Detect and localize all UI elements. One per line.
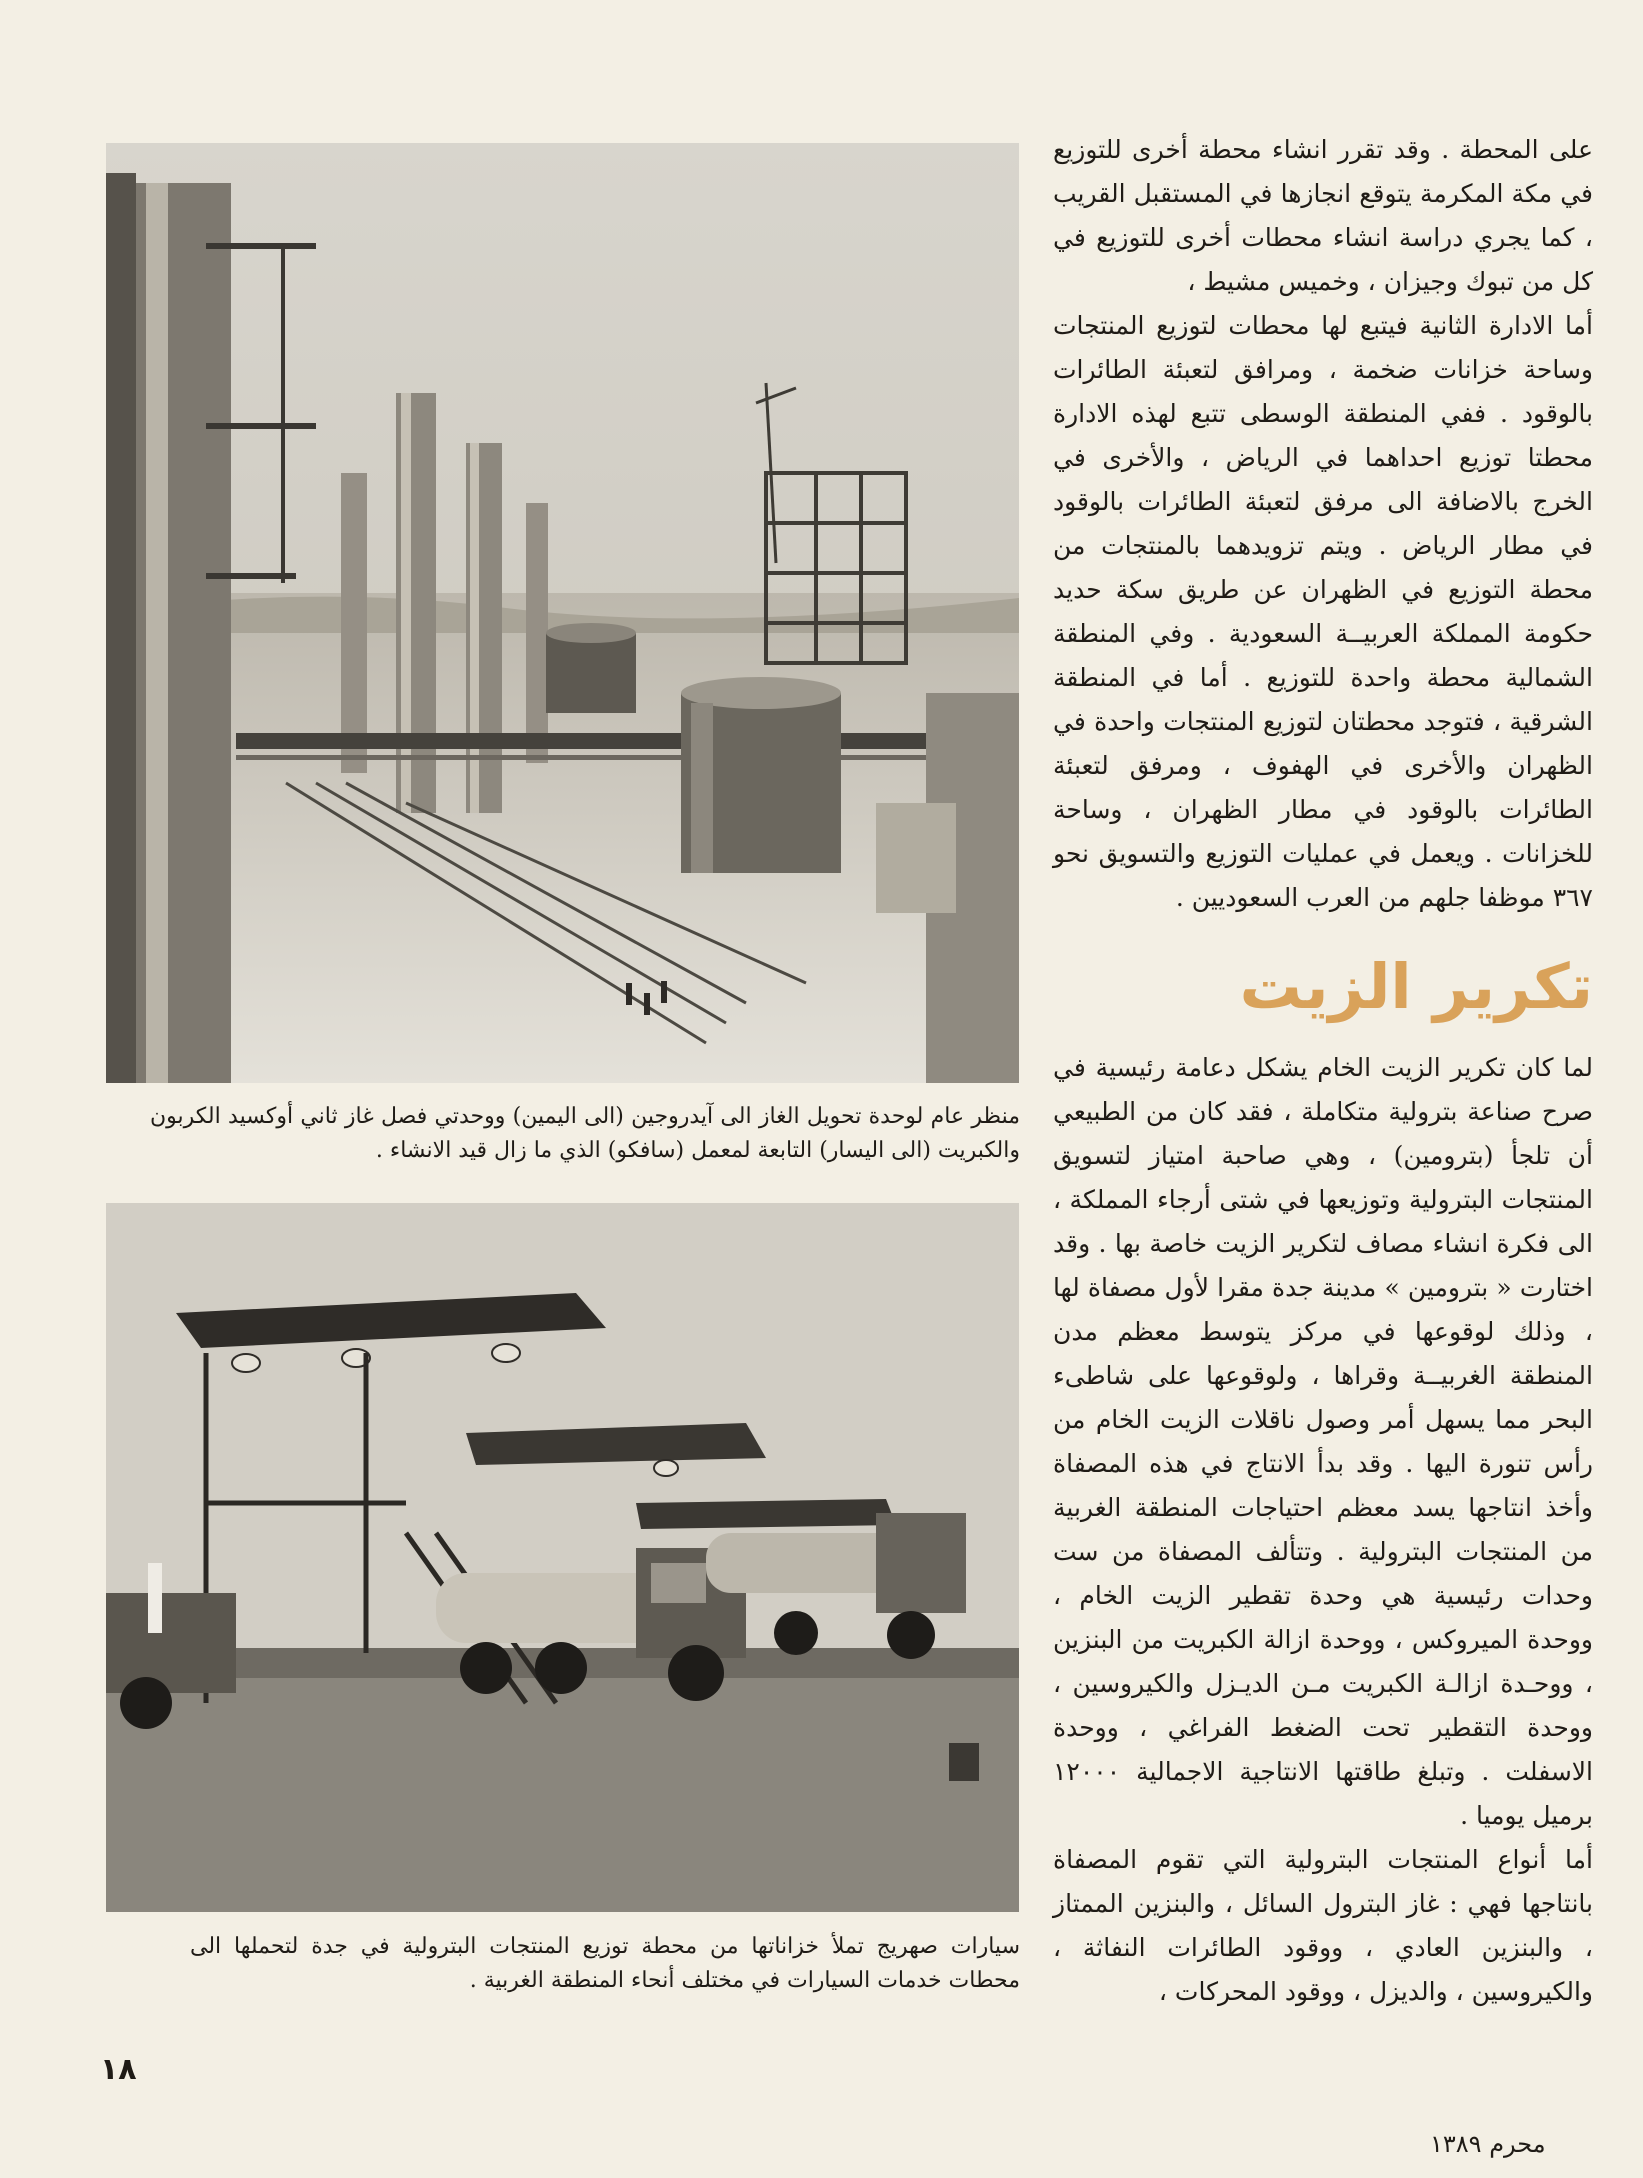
article-paragraph-2: أما الادارة الثانية فيتبع لها محطات لتوزيع المنتجات وساحة خزانات ضخمة ، ومرافق لتعبئة الطائرات بالوقود . ففي المنطقة الوسطى تتبع لهذه الادارة محطتا توزيع احداهما في الرياض ، والأخرى في الخرج بالاضافة الى مرفق لتعبئة الطائرات بالوقود في مطار الرياض . ويتم تزويدهما بالمنتجات من محطة التوزيع في الظهران عن طريق سكة حديد حكومة المملكة العربيــة السعودية . وفي المنطقة الشمالية محطة واحدة للتوزيع . أما في المنطقة الشرقية ، فتوجد محطتان لتوزيع المنتجات واحدة في الظهران والأخرى في الهفوف ، ومرفق لتعبئة الطائرات بالوقود في مطار الظهران ، وساحة للخزانات . ويعمل في عمليات التوزيع والتسويق نحو ٣٦٧ موظفا جلهم من العرب السعوديين . <box>1053 311 1593 912</box>
tanker-trucks-photo <box>106 1203 1019 1912</box>
section-heading: تكرير الزيت <box>1239 950 1593 1023</box>
refinery-photo <box>106 143 1019 1083</box>
article-paragraph-3: لما كان تكرير الزيت الخام يشكل دعامة رئيسية في صرح صناعة بترولية متكاملة ، فقد كان من الطبيعي أن تلجأ (بترومين) ، وهي صاحبة امتياز لتسويق المنتجات البترولية وتوزيعها في شتى أرجاء المملكة ، الى فكرة انشاء مصاف لتكرير الزيت خاصة بها . وقد اختارت « بترومين » مدينة جدة مقرا لأول مصفاة لها ، وذلك لوقوعها في مركز يتوسط معظم مدن المنطقة الغربيــة وقراها ، ولوقوعها على شاطىء البحر مما يسهل أمر وصول ناقلات الزيت الخام من رأس تنورة اليها . وقد بدأ الانتاج في هذه المصفاة وأخذ انتاجها يسد معظم احتياجات المنطقة الغربية من المنتجات البترولية . وتتألف المصفاة من ست وحدات رئيسية هي وحدة تقطير الزيت الخام ، ووحدة الميروكس ، ووحدة ازالة الكبريت من البنزين ، ووحـدة ازالـة الكبريت مـن الديـزل والكيروسين ، ووحدة التقطير تحت الضغط الفراغي ، ووحدة الاسفلت . وتبلغ طاقتها الانتاجية الاجمالية ١٢٠٠٠ برميل يوميا . <box>1053 1053 1593 1830</box>
tanker-trucks-photo-illustration <box>106 1203 1019 1912</box>
issue-date: محرم ١٣٨٩ <box>1430 2130 1546 2158</box>
article-paragraph-1: على المحطة . وقد تقرر انشاء محطة أخرى للتوزيع في مكة المكرمة يتوقع انجازها في المستقبل القريب ، كما يجري دراسة انشاء محطات أخرى للتوزيع في كل من تبوك وجيزان ، وخميس مشيط ، <box>1053 135 1593 296</box>
refinery-photo-caption: منظر عام لوحدة تحويل الغاز الى آيدروجين (الى اليمين) ووحدتي فصل غاز ثاني أوكسيد الكربون والكبريت (الى اليسار) التابعة لمعمل (سافكو) الذي ما زال قيد الانشاء . <box>150 1104 1020 1163</box>
article-paragraph-4: أما أنواع المنتجات البترولية التي تقوم المصفاة بانتاجها فهي : غاز البترول السائل ، والبنزين الممتاز ، والبنزين العادي ، ووقود الطائرات النفاثة ، والكيروسين ، والديزل ، ووقود المحركات ، <box>1053 1845 1593 2006</box>
page-number: ١٨ <box>100 2052 137 2087</box>
article-text-column <box>1053 128 1593 2078</box>
tanker-trucks-photo-caption: سيارات صهريج تملأ خزاناتها من محطة توزيع المنتجات البترولية في جدة لتحملها الى محطات خدمات السيارات في مختلف أنحاء المنطقة الغربية . <box>190 1934 1020 1993</box>
refinery-photo-illustration <box>106 143 1019 1083</box>
